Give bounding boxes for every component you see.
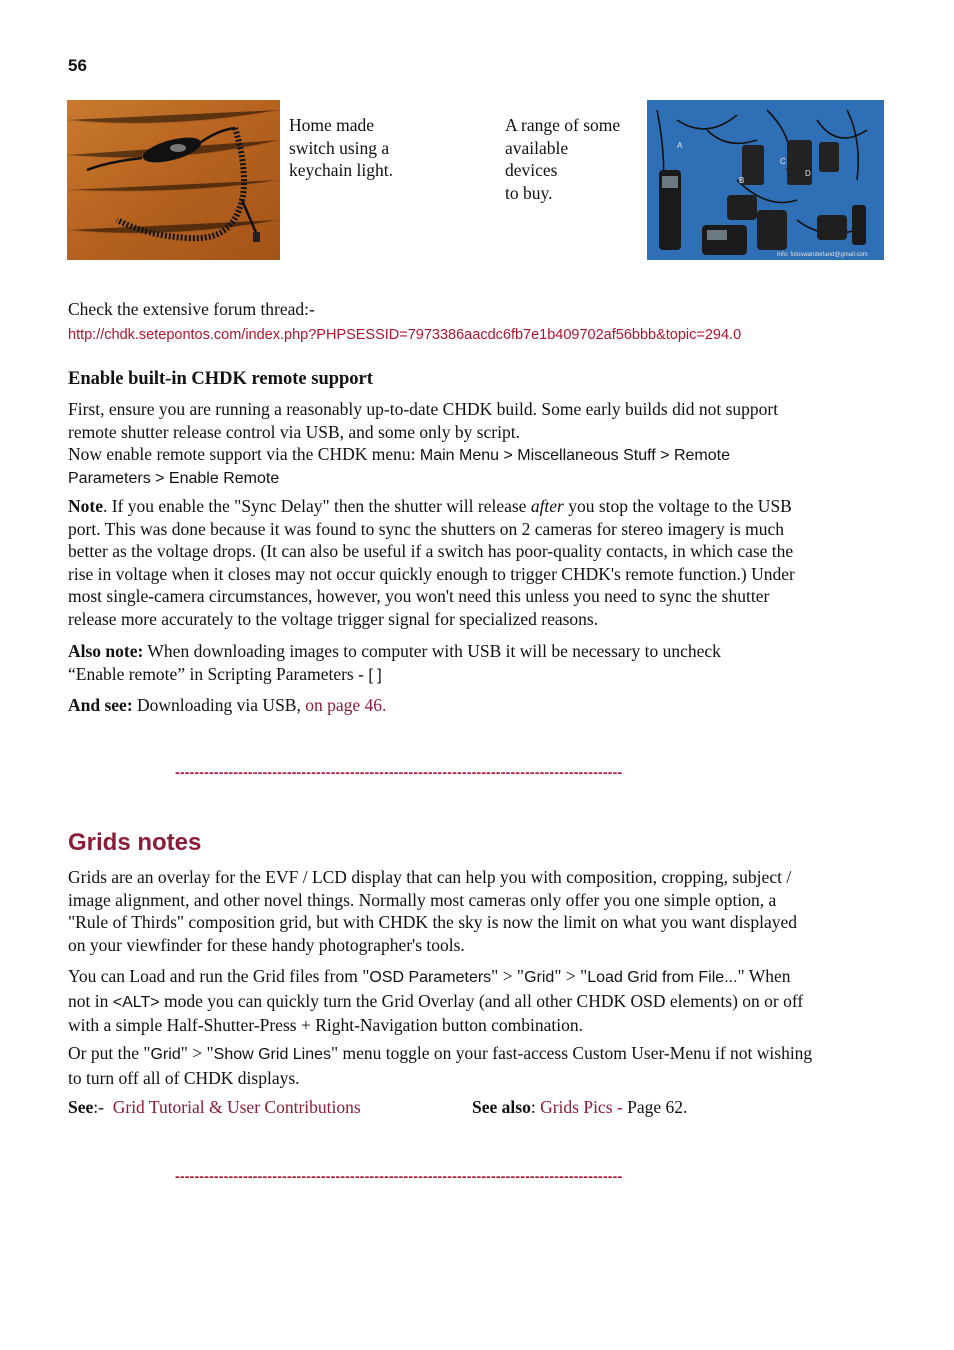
photo-label-c: C [780,157,786,166]
text-line: release more accurately to the voltage trigger signal for specialized reasons. [68,608,599,629]
text-line: better as the voltage drops. (It can also be useful if a switch has poor-quality contacts, in which case the [68,541,794,561]
caption-line: A range of some [505,115,621,135]
text-line: port. This was done because it was found to sync the shutters on 2 cameras for stereo imagery is much [68,518,785,539]
caption-range [505,114,620,204]
forum-intro: Check the extensive forum thread:- [68,299,315,319]
text-line [68,495,888,518]
text-span: " > " [491,966,525,986]
remote-heading: Enable built-in CHDK remote support [68,369,373,389]
text-span: " > " [554,966,588,986]
grid-tutorial-link[interactable]: Grid Tutorial & User Contributions [112,1097,361,1117]
menu-path: Grid [524,969,555,986]
page-number: 56 [68,56,87,75]
text-span: " > " [180,1043,214,1063]
grids-paragraph-2 [68,965,888,1037]
menu-path: Grid [150,1046,181,1063]
text-line: to turn off all of CHDK displays. [68,1067,300,1088]
caption-line: devices [505,160,558,180]
menu-path: OSD Parameters [369,969,492,986]
text-span: :- [93,1097,104,1117]
text-line: rise in voltage when it closes may not occur quickly enough to trigger CHDK's remote function.) Under [68,563,795,584]
see-label: See [68,1097,94,1117]
photo-credit: Info: fotoswanderland@gmail.com [777,252,868,258]
text-span: Downloading via USB, [137,695,301,715]
text-span: “Enable remote” in Scripting Parameters - [68,663,364,684]
text-line: First, ensure you are running a reasonably up-to-date CHDK build. Some early builds did not support [68,399,779,419]
note-paragraph [68,495,888,630]
caption-line: switch using a [289,137,390,158]
remote-devices-photo [647,100,884,260]
text-span: You can Load and run the Grid files from " [68,966,370,986]
menu-path: Parameters > Enable Remote [68,469,280,487]
see-also-line [472,1096,872,1119]
photo-label-b: B [739,176,745,185]
grids-paragraph-1 [68,866,888,956]
also-note-paragraph [68,640,888,687]
text-span: " When [737,966,791,986]
menu-path: <ALT> [112,993,160,1011]
text-span: you stop the voltage to the USB [568,496,792,516]
text-span: mode you can quickly turn the Grid Overlay (and all other CHDK OSD elements) on or off [163,990,804,1011]
also-note-label: Also note: [68,641,144,661]
text-line: on your viewfinder for these handy photographer's tools. [68,934,465,955]
photo-label-d: D [805,169,811,178]
menu-path: [ ] [368,666,382,684]
text-line: Grids are an overlay for the EVF / LCD display that can help you with composition, cropping, subject / [68,867,792,887]
see-line [68,1096,468,1119]
photo-label-a: A [677,141,683,150]
text-span: : [530,1097,536,1117]
and-see-label: And see: [68,695,133,715]
emphasis: after [530,496,564,516]
text-line: most single-camera circumstances, however, you won't need this unless you need to sync the shutter [68,586,770,606]
text-line [68,443,888,468]
text-line: remote shutter release control via USB, and some only by script. [68,421,520,442]
text-line [68,663,888,688]
text-span: . If you enable the "Sync Delay" then the shutter will release [102,496,527,516]
text-span: When downloading images to computer with USB it will be necessary to uncheck [147,641,721,661]
grids-paragraph-3 [68,1042,888,1089]
menu-path: Main Menu > Miscellaneous Stuff > Remote [419,447,730,464]
forum-url-link[interactable]: http://chdk.setepontos.com/index.php?PHPSESSID=7973386aacdc6fb7e1b409702af56bbb&topic=294.0 [68,327,742,343]
text-span: Page 62. [627,1097,688,1117]
section-divider-bottom: -------------------------------------------------------------------------------------------- [175,1168,623,1184]
caption-home-made [289,114,393,182]
menu-path: Load Grid from File... [587,969,738,986]
caption-line: to buy. [505,182,553,203]
text-line [68,965,888,990]
menu-path: Show Grid Lines [213,1046,332,1063]
grids-heading: Grids notes [68,829,202,856]
keychain-switch-photo [67,100,280,260]
text-span: " menu toggle on your fast-access Custom User-Menu if not wishing [331,1043,813,1063]
section-divider: -------------------------------------------------------------------------------------------- [175,764,623,780]
note-label: Note [68,496,103,516]
text-line: image alignment, and other novel things. Normally most cameras only offer you one simple option, a [68,889,777,910]
caption-line: available [505,137,569,158]
text-span: not in [68,990,109,1011]
page-46-link[interactable]: on page 46. [305,695,387,715]
text-line: with a simple Half-Shutter-Press + Right-Navigation button combination. [68,1015,584,1035]
see-also-label: See also [472,1097,531,1117]
text-line [68,990,888,1015]
text-line [68,1042,888,1067]
and-see-paragraph [68,694,888,717]
remote-paragraph-1 [68,398,888,490]
text-line [68,640,888,663]
text-line: "Rule of Thirds" composition grid, but with CHDK the sky is now the limit on what you want displayed [68,912,797,932]
caption-line: Home made [289,115,375,135]
grids-pics-link[interactable]: Grids Pics - [540,1097,623,1117]
text-span: Now enable remote support via the CHDK menu: [68,444,416,464]
text-span: Or put the " [68,1043,151,1063]
caption-line: keychain light. [289,160,394,180]
